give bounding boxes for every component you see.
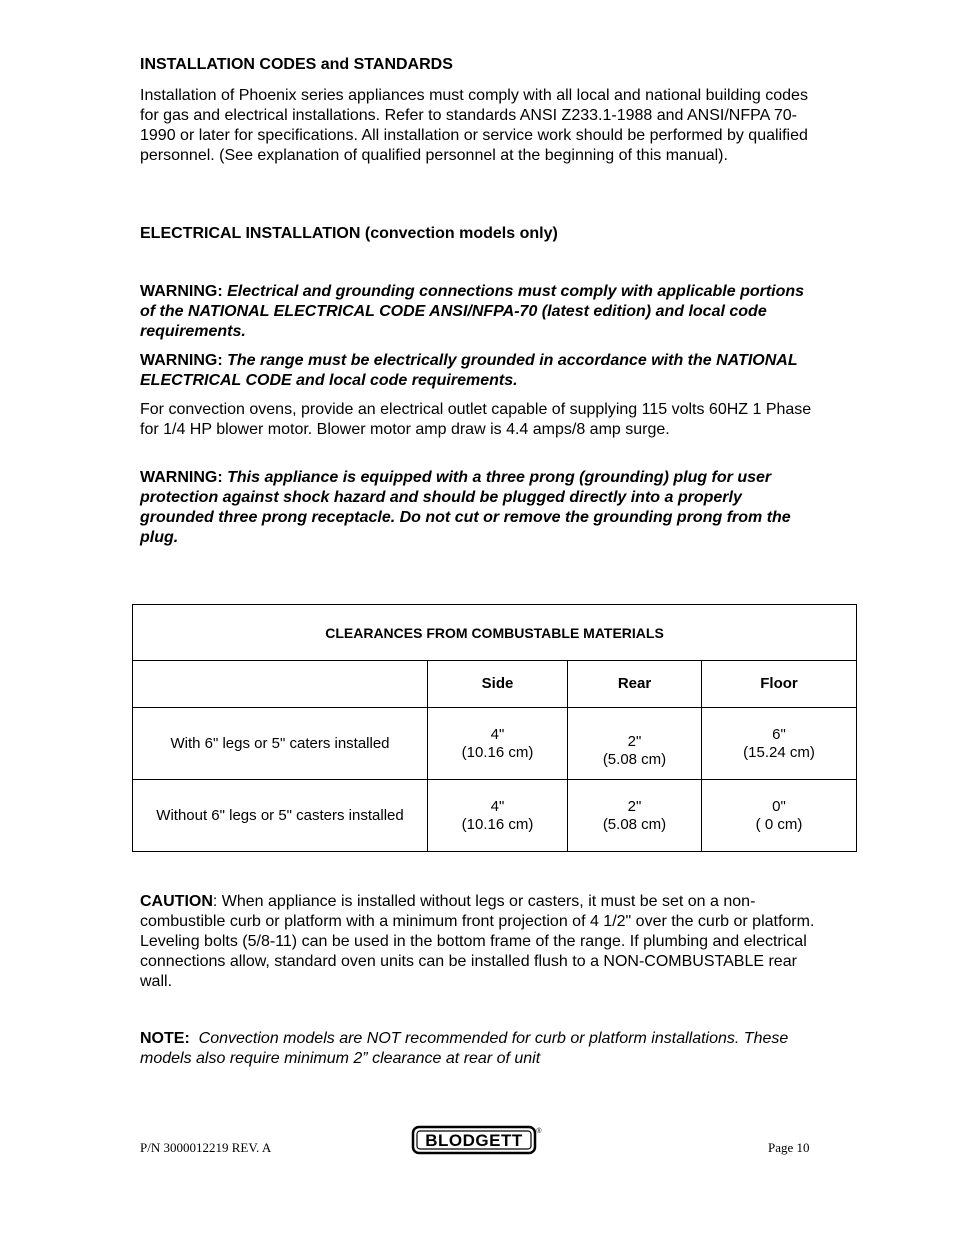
clearance-cm: (5.08 cm) (602, 750, 667, 768)
table-row (133, 780, 857, 852)
clearances-table (132, 604, 857, 852)
table-title: CLEARANCES FROM COMBUSTABLE MATERIALS (133, 605, 857, 661)
floor-clearance-cell (702, 708, 857, 780)
column-header-floor: Floor (702, 661, 857, 708)
rear-clearance-cell (568, 780, 702, 852)
warning-text: Electrical and grounding connections must comply with applicable portions of the NATIONAL ELECTRICAL CODE ANSI/NFPA-70 (latest edition) and local code requirements. (140, 283, 805, 340)
caution-text: : When appliance is installed without legs or casters, it must be set on a non-combustible curb or platform with a minimum front projection of 4 1/2" over the curb or platform. Leveling bolts (5/8-11) can be used in the bottom frame of the range. If plumbing and electrical connections allow, standard oven units can be installed flush to a NON-COMBUSTABLE rear wall. (140, 893, 815, 990)
note-paragraph (140, 1029, 830, 1069)
clearance-cm: (10.16 cm) (461, 743, 534, 761)
clearance-cm: (15.24 cm) (743, 743, 815, 761)
warning-grounding-connections (140, 282, 820, 342)
warning-electrically-grounded (140, 351, 820, 391)
table-row (133, 708, 857, 780)
side-clearance-cell (428, 708, 568, 780)
row-label-without-legs: Without 6" legs or 5" casters installed (133, 780, 428, 852)
side-clearance-cell (428, 780, 568, 852)
section-heading-installation-codes: INSTALLATION CODES and STANDARDS (140, 56, 453, 73)
clearance-inches: 6" (772, 725, 786, 743)
installation-codes-paragraph: Installation of Phoenix series appliances must comply with all local and national building codes for gas and electrical installations. Refer to standards ANSI Z233.1-1988 and ANSI/NFPA 70-1990 or later for specifications. All installation or service work should be performed by qualified personnel. (See explanation of qualified personnel at the beginning of this manual). (140, 87, 808, 164)
warning-text: This appliance is equipped with a three prong (grounding) plug for user protection against shock hazard and should be plugged directly into a properly grounded three prong receptacle. Do not cut or remove the grounding prong from the plug. (140, 469, 791, 546)
clearance-inches: 2" (627, 732, 642, 750)
warning-text: The range must be electrically grounded in accordance with the NATIONAL ELECTRICAL CODE and local code requirements. (140, 352, 798, 389)
clearance-cm: (10.16 cm) (461, 815, 534, 833)
caution-paragraph (140, 892, 830, 992)
warning-label: WARNING: (140, 283, 223, 300)
clearance-inches: 4" (490, 797, 505, 815)
column-header-rear: Rear (568, 661, 702, 708)
table-header-row (133, 661, 857, 708)
column-header-blank (133, 661, 428, 708)
warning-label: WARNING: (140, 352, 223, 369)
footer-part-number: P/N 3000012219 REV. A (140, 1140, 272, 1155)
registered-mark: ® (536, 1128, 542, 1135)
blodgett-logo (411, 1124, 543, 1156)
warning-label: WARNING: (140, 469, 223, 486)
warning-three-prong-plug (140, 468, 820, 548)
row-label-with-legs: With 6" legs or 5" caters installed (133, 708, 428, 780)
section-heading-electrical-installation: ELECTRICAL INSTALLATION (convection models only) (140, 225, 558, 242)
footer-page-number: Page 10 (768, 1140, 810, 1155)
column-header-side: Side (428, 661, 568, 708)
clearance-inches: 4" (490, 725, 505, 743)
clearance-cm: ( 0 cm) (755, 815, 803, 833)
logo-wordmark: BLODGETT (425, 1131, 523, 1150)
note-text: Convection models are NOT recommended for curb or platform installations. These models also require minimum 2” clearance at rear of unit (140, 1030, 789, 1067)
floor-clearance-cell (702, 780, 857, 852)
clearance-inches: 0" (772, 797, 786, 815)
clearance-inches: 2" (627, 797, 642, 815)
clearance-cm: (5.08 cm) (602, 815, 667, 833)
rear-clearance-cell (568, 708, 702, 780)
note-label: NOTE: (140, 1030, 190, 1047)
caution-label: CAUTION (140, 893, 213, 910)
convection-outlet-paragraph: For convection ovens, provide an electrical outlet capable of supplying 115 volts 60HZ 1 Phase for 1/4 HP blower motor. Blower motor amp draw is 4.4 amps/8 amp surge. (140, 401, 812, 438)
